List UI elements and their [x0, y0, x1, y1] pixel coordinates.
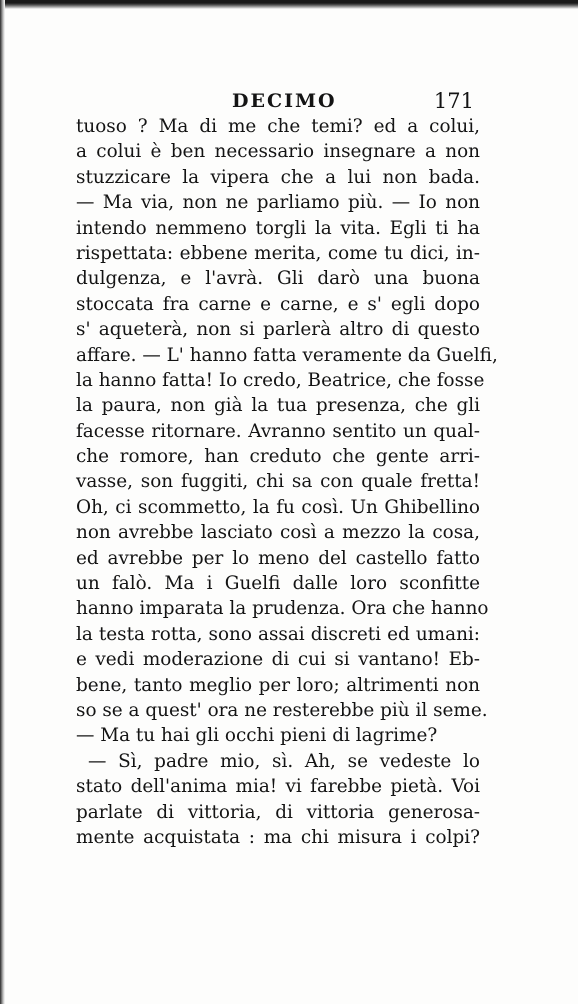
text-line: la hanno fatta! Io credo, Beatrice, che fosse [76, 369, 485, 391]
text-line: affare. — L' hanno fatta veramente da Guelfi, [76, 344, 498, 366]
text-line: stato dell'anima mia! vi farebbe pietà. Voi [76, 776, 480, 798]
text-line: rispettata: ebbene merita, come tu dici, in- [76, 242, 480, 264]
text-line: dulgenza, e l'avrà. Gli darò una buona [76, 268, 480, 290]
text-line: facesse ritornare. Avranno sentito un qual- [76, 420, 480, 442]
text-line: e vedi moderazione di cui si vantano! Eb- [76, 649, 480, 671]
text-line: la paura, non già la tua presenza, che gli [76, 395, 480, 417]
page-number: 171 [433, 89, 474, 113]
text-line: che romore, han creduto che gente arri- [76, 446, 480, 468]
text-line: stoccata fra carne e carne, e s' egli dopo [76, 293, 480, 315]
text-line: vasse, son fuggiti, chi sa con quale fretta! [76, 471, 480, 493]
page-header [76, 90, 474, 116]
text-line: bene, tanto meglio per loro; altrimenti non [76, 674, 480, 696]
text-line: ed avrebbe per lo meno del castello fatto [76, 547, 480, 569]
text-line: parlate di vittoria, di vittoria generosa- [76, 801, 480, 823]
running-head: DECIMO [232, 90, 337, 112]
text-line: — Sì, padre mio, sì. Ah, se vedeste lo [88, 750, 480, 772]
text-line: s' aqueterà, non si parlerà altro di questo [76, 319, 480, 341]
text-line: la testa rotta, sono assai discreti ed umani: [76, 623, 480, 645]
text-line: hanno imparata la prudenza. Ora che hanno [76, 598, 489, 620]
text-line: stuzzicare la vipera che a lui non bada. [76, 166, 480, 188]
text-line: mente acquistata : ma chi misura i colpi? [76, 826, 480, 848]
body-text [76, 114, 498, 850]
text-line: so se a quest' ora ne resterebbe più il seme. [76, 699, 488, 721]
text-line: a colui è ben necessario insegnare a non [76, 141, 480, 163]
text-line: non avrebbe lasciato così a mezzo la cosa, [76, 522, 480, 544]
text-line: un falò. Ma i Guelfi dalle loro sconfitte [76, 573, 480, 595]
page-top-edge [0, 0, 578, 9]
text-line: Oh, ci scommetto, la fu così. Un Ghibellino [76, 496, 480, 518]
text-line: — Ma tu hai gli occhi pieni di lagrime? [76, 725, 438, 747]
text-line: — Ma via, non ne parliamo più. — Io non [76, 192, 480, 214]
text-line: tuoso ? Ma di me che temi? ed a colui, [76, 116, 480, 137]
text-line: intendo nemmeno torgli la vita. Egli ti ha [76, 217, 480, 239]
page-left-edge [0, 0, 5, 1004]
